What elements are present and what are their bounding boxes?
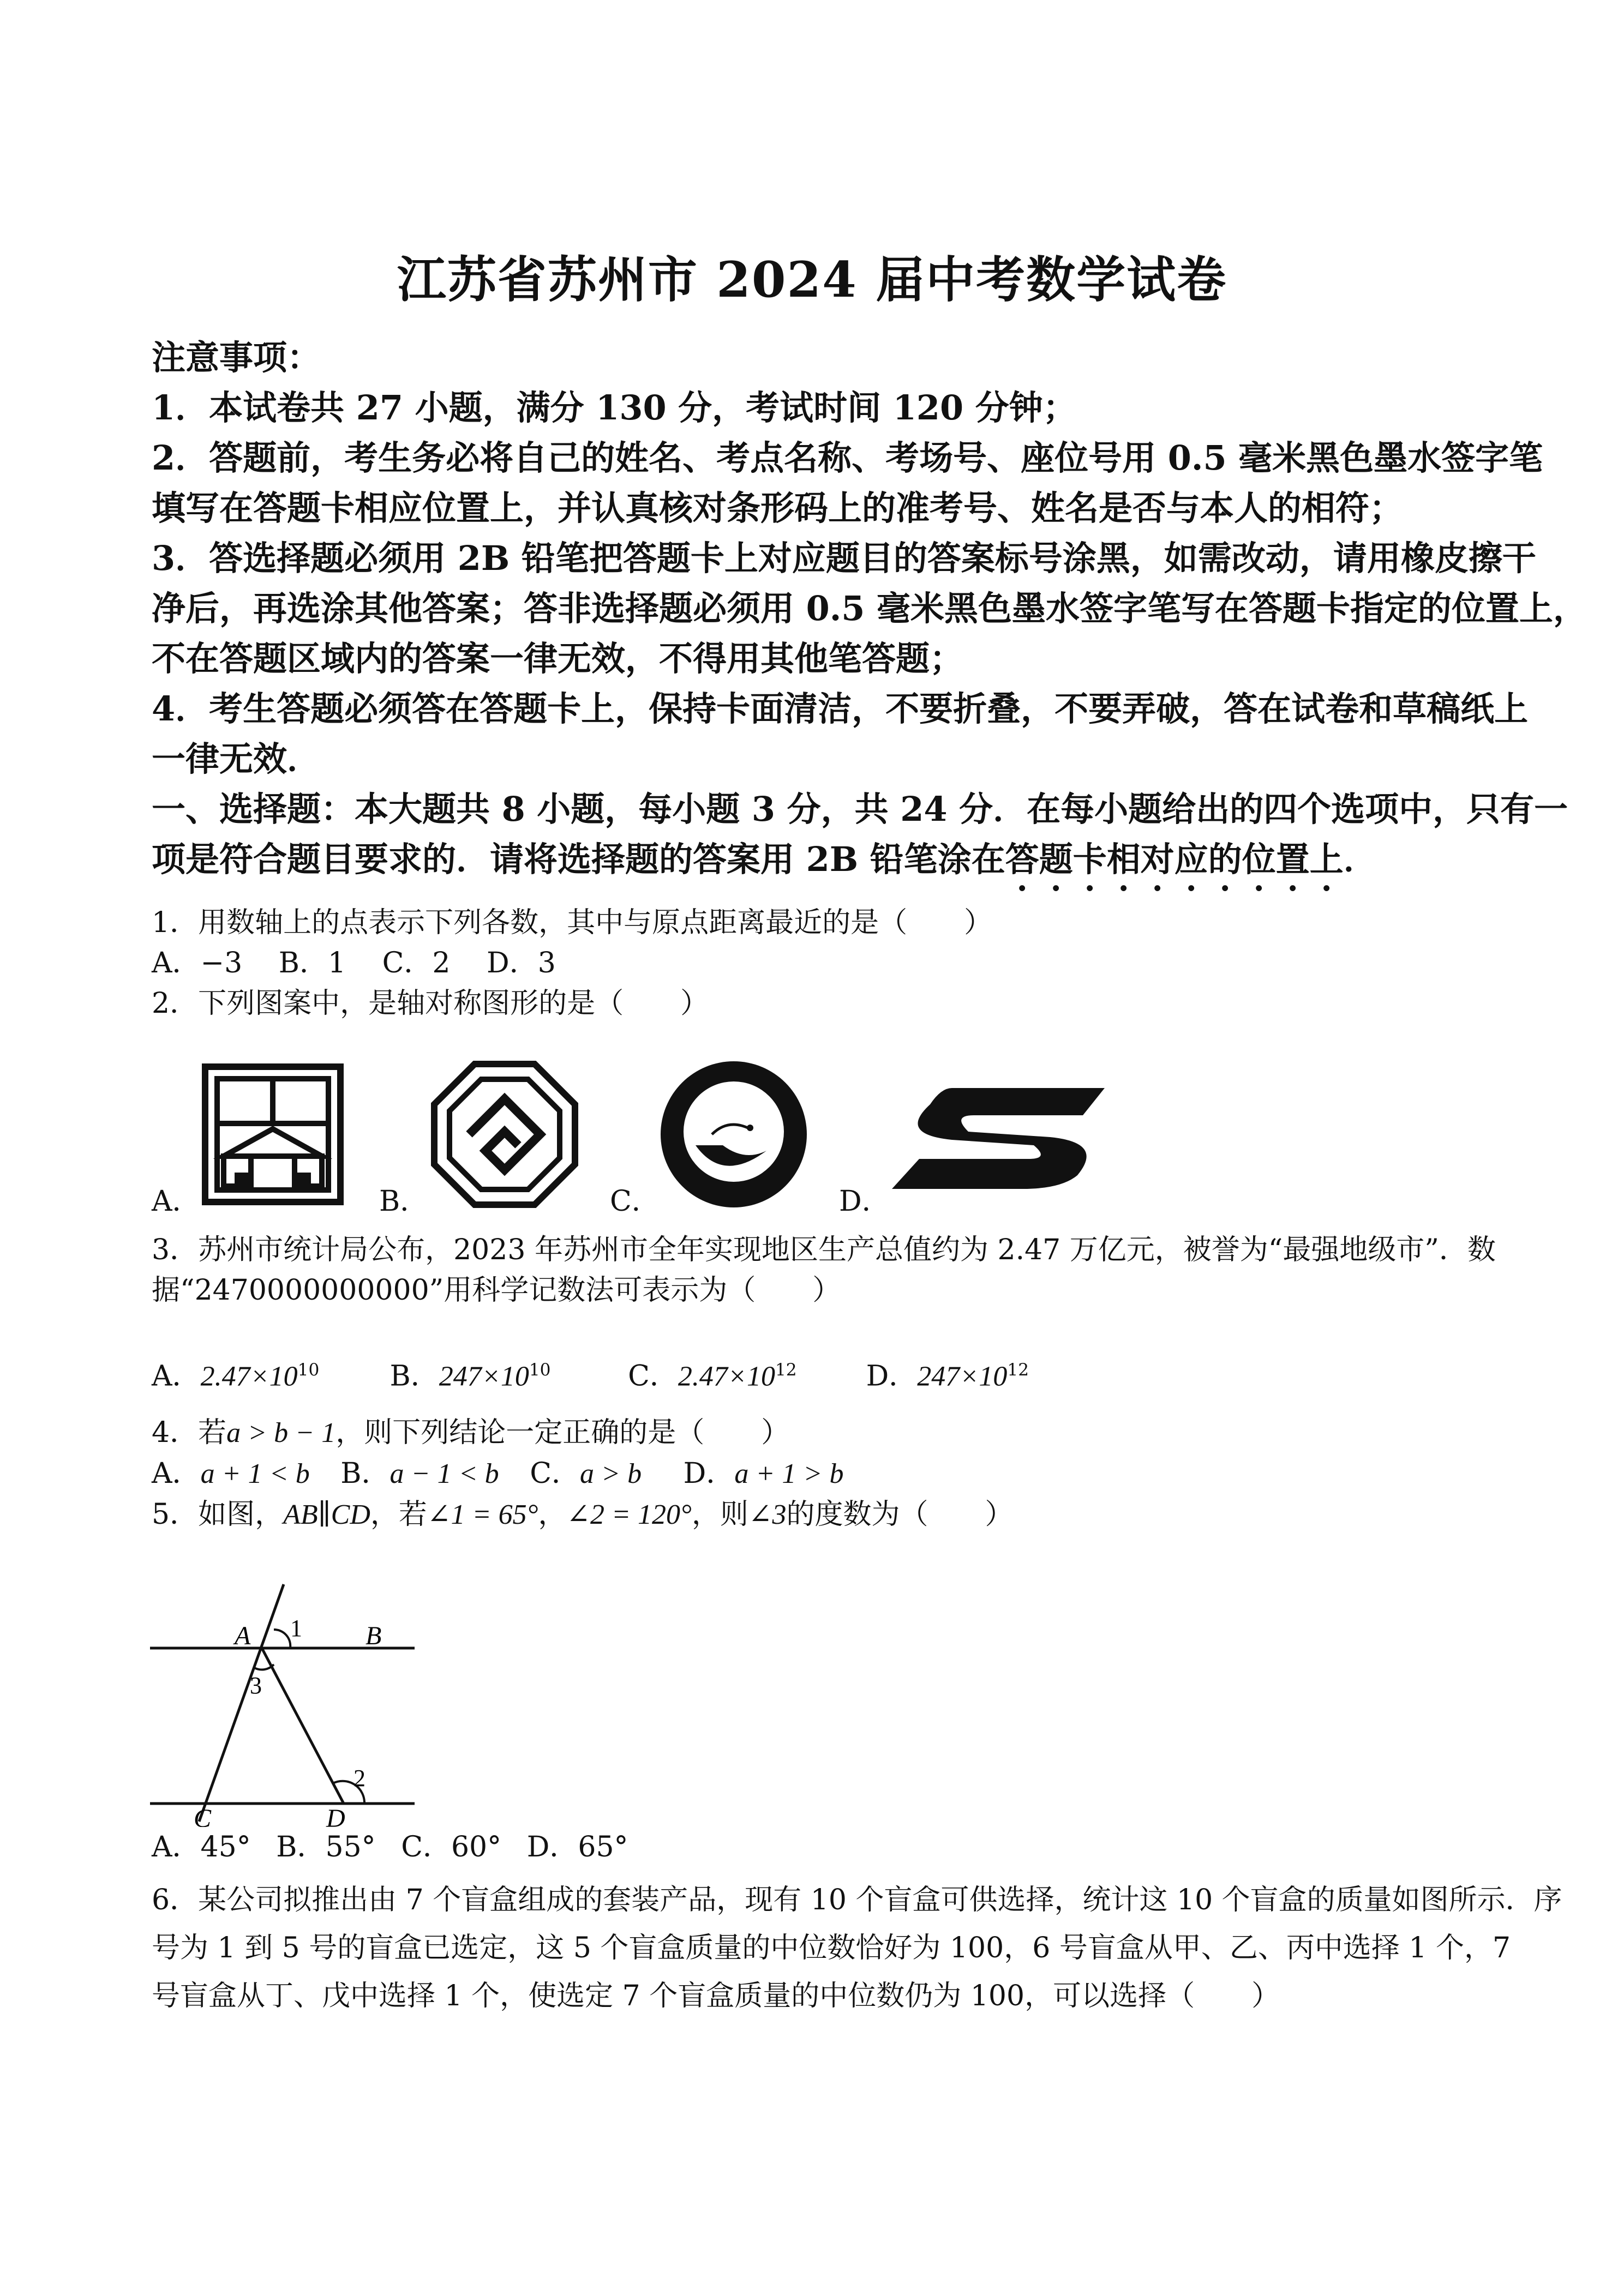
notice-line: 4．考生答题必须答在答题卡上，保持卡面清洁，不要折叠，不要弄破，答在试卷和草稿纸上 (152, 689, 1529, 729)
option-label: D． (866, 1360, 918, 1393)
option-exponent: 12 (1007, 1360, 1029, 1380)
option-base: 247×10 (439, 1361, 529, 1392)
option-d (866, 1350, 1095, 1397)
stem-text: ，则 (691, 1498, 748, 1531)
pattern-a-label: A． (152, 1185, 201, 1218)
notice-line: 净后，再选涂其他答案；答非选择题必须用 0.5 毫米黑色墨水签字笔写在答题卡指定的位置上， (152, 588, 1587, 628)
question-stem: 号盲盒从丁、戊中选择 1 个，使选定 7 个盲盒质量的中位数仍为 100，可以选择（ ） (152, 1980, 1280, 2012)
option-label: C． (530, 1457, 580, 1490)
option-base: 247×10 (917, 1361, 1008, 1392)
section-heading-emphasis: 答题卡相对应的位置上 (1005, 839, 1344, 879)
option-label: A． (152, 1360, 201, 1393)
option-math: a + 1 > b (734, 1458, 844, 1489)
option-label: A． (152, 1457, 201, 1490)
angle-2-label: 2 (353, 1765, 365, 1792)
question-stem: 据“2470000000000”用科学记数法可表示为（ ） (152, 1274, 841, 1307)
option-exponent: 10 (297, 1360, 320, 1380)
section-heading-prefix: 项是符合题目要求的．请将选择题的答案用 2B 铅笔涂在 (152, 839, 1005, 879)
question-stem (152, 1413, 1494, 1453)
stem-text: ， (538, 1498, 567, 1531)
stem-text: 4．若 (152, 1416, 227, 1449)
option-base: 2.47×10 (200, 1361, 298, 1392)
pattern-d-figure (886, 1083, 1116, 1194)
stem-math: ∠1 = 65° (427, 1499, 538, 1530)
pattern-c-label: C． (610, 1185, 660, 1218)
question-stem: 3．苏州市统计局公布，2023 年苏州市全年实现地区生产总值约为 2.47 万亿元，被誉为“最强地级市”．数 (152, 1234, 1496, 1266)
option-d: D．65° (526, 1831, 628, 1864)
stem-math: a > b − 1 (226, 1417, 336, 1448)
option-a (152, 1350, 381, 1397)
pattern-c-figure (657, 1058, 810, 1213)
option-a: A．45° (152, 1831, 251, 1864)
stem-math: ∠2 = 120° (566, 1499, 692, 1530)
option-label: B． (340, 1457, 390, 1490)
notice-heading: 注意事项： (152, 338, 321, 377)
notice-line: 不在答题区域内的答案一律无效，不得用其他笔答题； (152, 639, 964, 678)
notice-line: 2．答题前，考生务必将自己的姓名、考点名称、考场号、座位号用 0.5 毫米黑色墨水签字笔 (152, 438, 1543, 478)
option-label: C． (628, 1360, 678, 1393)
stem-text: 5．如图， (152, 1498, 284, 1531)
pattern-a-figure (202, 1063, 344, 1207)
point-c-label: C (194, 1804, 212, 1827)
page-title: 江苏省苏州市 2024 届中考数学试卷 (397, 251, 1227, 309)
pattern-d-label: D． (839, 1185, 890, 1218)
question-stem: 2．下列图案中，是轴对称图形的是（ ） (152, 987, 709, 1020)
stem-text: ，若 (370, 1498, 427, 1531)
option-list (152, 943, 1494, 983)
option-math: a − 1 < b (389, 1458, 499, 1489)
point-d-label: D (326, 1804, 345, 1827)
option-c (628, 1350, 857, 1397)
notice-line: 填写在答题卡相应位置上，并认真核对条形码上的准考号、姓名是否与本人的相符； (152, 488, 1404, 528)
point-a-label: A (235, 1621, 251, 1650)
notice-line: 1．本试卷共 27 小题，满分 130 分，考试时间 120 分钟； (152, 388, 1077, 428)
option-b: B．55° (276, 1831, 376, 1864)
option-c: C．2 (382, 947, 451, 979)
option-b: B．1 (278, 947, 346, 979)
option-c (530, 1453, 642, 1494)
notice-line: 3．答选择题必须用 2B 铅笔把答题卡上对应题目的答案标号涂黑，如需改动，请用橡皮擦干 (152, 538, 1536, 578)
question-stem: 6．某公司拟推出由 7 个盲盒组成的套装产品，现有 10 个盲盒可供选择，统计这 10 个盲盒的质量如图所示．序 (152, 1884, 1562, 1916)
option-exponent: 10 (529, 1360, 551, 1380)
angle-1-label: 1 (290, 1615, 302, 1642)
option-c: C．60° (401, 1831, 502, 1864)
pattern-b-figure (431, 1061, 578, 1210)
option-list (152, 1827, 1494, 1867)
option-base: 2.47×10 (678, 1361, 775, 1392)
section-heading-line: 一、选择题：本大题共 8 小题，每小题 3 分，共 24 分．在每小题给出的四个选项中，只有一 (152, 789, 1568, 829)
stem-text: 的度数为（ ） (786, 1498, 1014, 1531)
option-b (390, 1350, 619, 1397)
point-b-label: B (365, 1621, 382, 1650)
question-stem: 号为 1 到 5 号的盲盒已选定，这 5 个盲盒质量的中位数恰好为 100，6 号盲盒从甲、乙、丙中选择 1 个，7 (152, 1932, 1511, 1964)
option-label: D． (683, 1457, 735, 1490)
question-stem (152, 1494, 1494, 1535)
option-a (152, 1453, 310, 1494)
option-d (684, 1453, 844, 1494)
stem-math: ∠3 (748, 1499, 787, 1530)
option-b (340, 1453, 499, 1494)
option-math: a + 1 < b (200, 1458, 310, 1489)
question-1 (152, 903, 1494, 1024)
question-5-options (152, 1827, 1494, 1867)
notice-section (152, 333, 1587, 899)
option-a: A．−3 (152, 947, 243, 979)
question-6 (152, 1876, 1562, 2020)
option-d: D．3 (487, 947, 556, 979)
angle-3-label: 3 (250, 1672, 262, 1699)
geometry-figure (147, 1582, 431, 1829)
section-heading-line (152, 834, 1494, 899)
question-stem: 1．用数轴上的点表示下列各数，其中与原点距离最近的是（ ） (152, 906, 993, 939)
option-exponent: 12 (775, 1360, 797, 1380)
option-label: B． (389, 1360, 439, 1393)
pattern-b-label: B． (379, 1185, 429, 1218)
stem-math: AB∥CD (283, 1499, 370, 1530)
notice-line: 一律无效． (152, 739, 321, 779)
q3-option-list (152, 1350, 1494, 1397)
option-math: a > b (580, 1458, 642, 1489)
question-4 (152, 1413, 1494, 1535)
stem-text: ，则下列结论一定正确的是（ ） (335, 1416, 790, 1449)
question-3 (152, 1230, 1494, 1311)
option-list (152, 1453, 1494, 1494)
section-heading-suffix: ． (1343, 839, 1377, 879)
